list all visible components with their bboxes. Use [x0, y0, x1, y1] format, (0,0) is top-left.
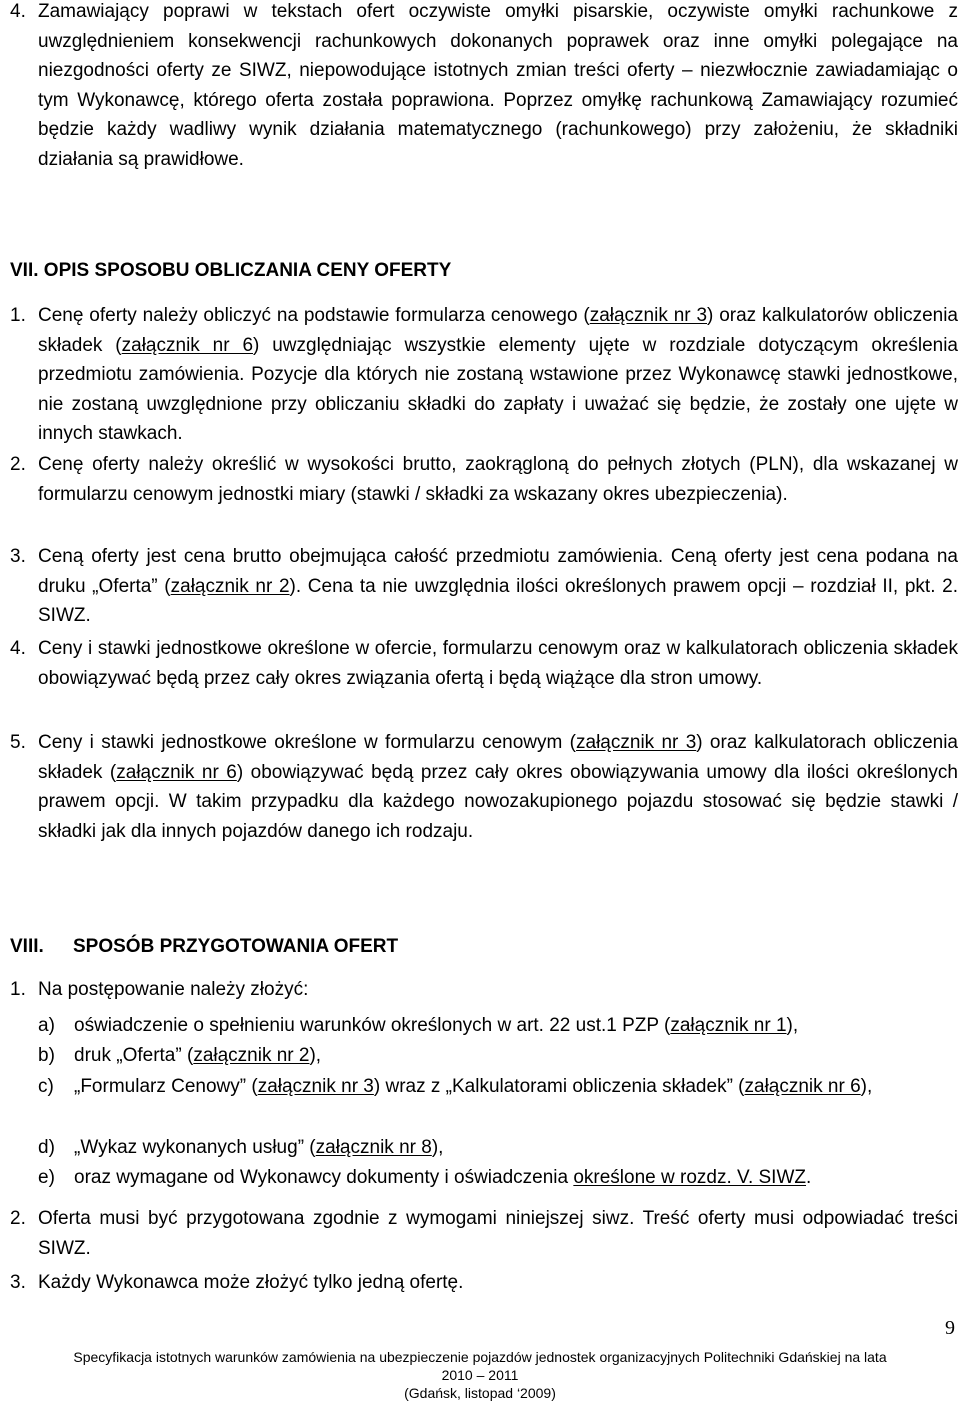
list-letter: b): [38, 1045, 55, 1066]
s8-item-b: [38, 1041, 958, 1071]
section-heading-vii: VII. OPIS SPOSOBU OBLICZANIA CENY OFERTY: [10, 260, 452, 281]
paragraph-number: 5.: [10, 732, 26, 753]
attachment-link[interactable]: załącznik nr 8: [315, 1137, 432, 1158]
attachment-link[interactable]: załącznik nr 6: [121, 334, 254, 356]
paragraph-text: Oferta musi być przygotowana zgodnie z wymogami niniejszej siwz. Treść oferty musi odpowiadać treści SIWZ.: [38, 1208, 958, 1259]
list-text: ),: [431, 1137, 444, 1158]
list-text: ),: [786, 1015, 799, 1036]
attachment-link[interactable]: załącznik nr 2: [193, 1045, 310, 1066]
paragraph-text: Ceny i stawki jednostkowe określone w ofercie, formularzu cenowym oraz w kalkulatorach obliczenia składek obowiązywać będą przez cały okres związania ofertą i będą wiążące dla stron umowy.: [38, 638, 958, 689]
paragraph-number: 2.: [10, 1208, 26, 1229]
list-text: ),: [860, 1076, 873, 1097]
s7-paragraph-4: [10, 634, 958, 693]
footer-line-3: (Gdańsk, listopad ‘2009): [404, 1385, 556, 1401]
paragraph-text: Ceny i stawki jednostkowe określone w formularzu cenowym (: [38, 732, 577, 753]
attachment-link[interactable]: załącznik nr 2: [170, 575, 290, 597]
list-text: oświadczenie o spełnieniu warunków określonych w art. 22 ust.1 PZP (: [74, 1015, 671, 1036]
list-letter: e): [38, 1167, 55, 1188]
attachment-link[interactable]: załącznik nr 3: [576, 732, 697, 753]
s7-paragraph-3: [10, 542, 958, 631]
list-text: ) wraz z „Kalkulatorami obliczenia składek” (: [373, 1076, 745, 1097]
attachment-link[interactable]: załącznik nr 6: [744, 1076, 861, 1097]
paragraph-text: Zamawiający poprawi w tekstach ofert oczywiste omyłki pisarskie, oczywiste omyłki rachunkowe z uwzględnieniem konsekwencji rachunkowych dokonanych poprawek oraz inne omyłki polegające na niezgodności oferty ze SIWZ, niepowodujące istotnych zmian treści oferty – niezwłocznie zawiadamiając o tym Wykonawcę, którego oferta została poprawiona. Poprzez omyłkę rachunkową Zamawiający rozumieć będzie każdy wadliwy wynik działania matematycznego (rachunkowego) przy założeniu, że składniki działania są prawidłowe.: [38, 1, 958, 170]
paragraph-4: [10, 0, 958, 174]
s8-paragraph-1: [10, 975, 958, 1005]
footer-line-2: 2010 – 2011: [441, 1367, 519, 1383]
list-text: .: [806, 1167, 812, 1188]
paragraph-text: ) oraz kalkulatorów obliczenia składek (: [38, 305, 958, 356]
s8-paragraph-2: [10, 1204, 958, 1263]
list-text: druk „Oferta” (: [74, 1045, 194, 1066]
paragraph-number: 4.: [10, 1, 26, 22]
paragraph-text: Na postępowanie należy złożyć:: [38, 979, 309, 1000]
footer: [0, 1348, 960, 1402]
attachment-link[interactable]: załącznik nr 1: [670, 1015, 787, 1036]
section-number: VIII.: [10, 936, 44, 957]
list-text: „Wykaz wykonanych usług” (: [74, 1137, 316, 1158]
section-title: SPOSÓB PRZYGOTOWANIA OFERT: [73, 936, 399, 957]
paragraph-text: ) uwzględniając wszystkie elementy ujęte w rozdziale dotyczącym określenia przedmiotu zamówienia. Pozycje dla których nie zostaną wstawione przez Wykonawcę stawki jednostkowe, nie zostaną uwzględnione przy obliczaniu składki do zapłaty i uważać się będzie, że zostały one ujęte w innych stawkach.: [38, 334, 958, 444]
paragraph-text: Ceną oferty jest cena brutto obejmująca całość przedmiotu zamówienia. Ceną oferty jest cena podana na druku „Oferta” (: [38, 546, 958, 597]
attachment-link[interactable]: załącznik nr 3: [257, 1076, 374, 1097]
s7-paragraph-1: [10, 301, 958, 449]
paragraph-text: ). Cena ta nie uwzględnia ilości określonych prawem opcji – rozdział II, pkt. 2. SIWZ.: [38, 575, 958, 626]
s7-paragraph-5: [10, 728, 958, 846]
paragraph-text: ) obowiązywać będą przez cały okres obowiązywania umowy dla ilości określonych prawem opcji. W takim przypadku dla każdego nowozakupionego pojazdu stosować się będzie stawki / składki jak dla innych pojazdów danego ich rodzaju.: [38, 761, 958, 842]
paragraph-number: 1.: [10, 979, 26, 1000]
list-text: oraz wymagane od Wykonawcy dokumenty i oświadczenia: [74, 1167, 574, 1188]
reference-link[interactable]: określone w rozdz. V. SIWZ: [573, 1167, 807, 1188]
attachment-link[interactable]: załącznik nr 3: [589, 305, 708, 326]
paragraph-number: 3.: [10, 1272, 26, 1293]
s8-item-d: [38, 1133, 958, 1163]
list-text: ),: [309, 1045, 322, 1066]
list-letter: c): [38, 1076, 54, 1097]
footer-line-1: Specyfikacja istotnych warunków zamówienia na ubezpieczenie pojazdów jednostek organizacyjnych Politechniki Gdańskiej na lata: [73, 1349, 887, 1365]
paragraph-text: Każdy Wykonawca może złożyć tylko jedną ofertę.: [38, 1272, 464, 1293]
s8-item-e: [38, 1163, 958, 1193]
paragraph-number: 3.: [10, 546, 26, 567]
attachment-link[interactable]: załącznik nr 6: [116, 761, 237, 783]
section-heading-viii: [10, 935, 399, 959]
paragraph-number: 2.: [10, 454, 26, 475]
paragraph-number: 4.: [10, 638, 26, 659]
list-text: „Formularz Cenowy” (: [74, 1076, 258, 1097]
paragraph-text: ) oraz kalkulatorach obliczenia składek (: [38, 732, 958, 783]
s7-paragraph-2: [10, 450, 958, 509]
paragraph-text: Cenę oferty należy określić w wysokości brutto, zaokrągloną do pełnych złotych (PLN), dla wskazanej w formularzu cenowym jednostki miary (stawki / składki za wskazany okres ubezpieczenia).: [38, 454, 958, 505]
list-letter: d): [38, 1137, 55, 1158]
paragraph-number: 1.: [10, 305, 26, 326]
s8-item-a: [38, 1011, 958, 1041]
s8-paragraph-3: [10, 1268, 958, 1298]
page-number: 9: [945, 1317, 955, 1339]
paragraph-text: Cenę oferty należy obliczyć na podstawie formularza cenowego (: [38, 305, 590, 326]
s8-item-c: [38, 1072, 958, 1102]
list-letter: a): [38, 1015, 55, 1036]
